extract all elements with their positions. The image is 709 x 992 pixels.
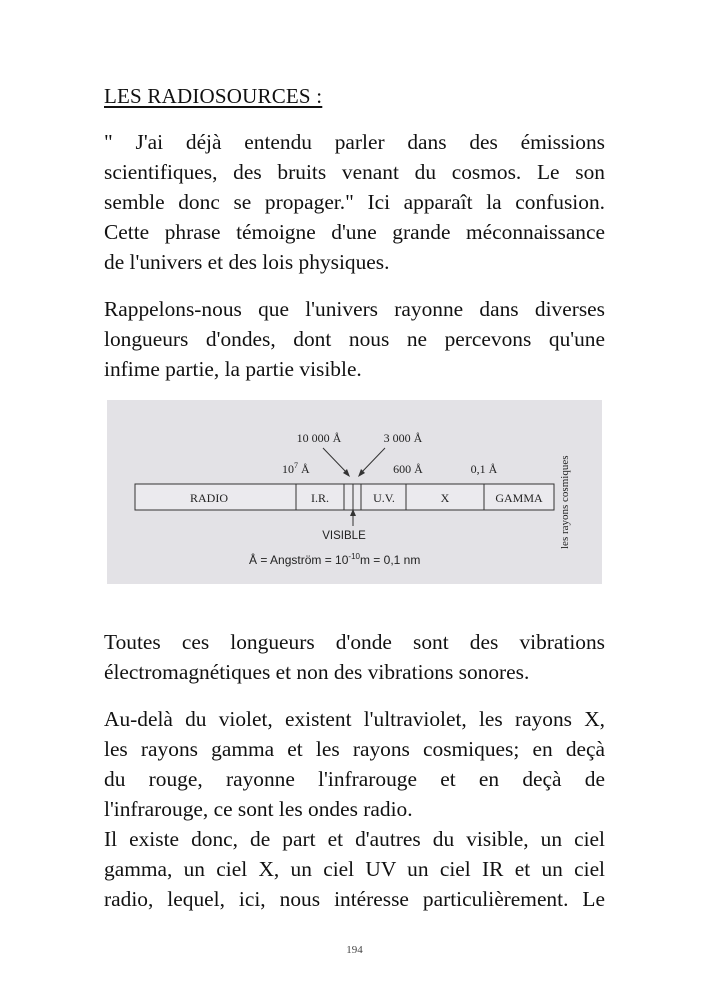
page-number: 194 xyxy=(346,944,363,956)
text-line: Toutes ces longueurs d'onde sont des vibrations xyxy=(104,630,605,654)
text-line: Au-delà du violet, existent l'ultraviolet, les rayons X, xyxy=(104,707,605,731)
paragraph-vibrations xyxy=(104,627,605,687)
spectrum-figure xyxy=(107,400,602,584)
label-ir-limit: $10^7$ Å xyxy=(282,461,310,476)
band-gamma: GAMMA xyxy=(495,491,543,505)
spectrum-diagram xyxy=(107,400,602,584)
text-line: longueurs d'ondes, dont nous ne percevons qu'une xyxy=(104,327,605,351)
text-line: radio, lequel, ici, nous intéresse particulièrement. Le xyxy=(104,887,605,911)
label-visible: VISIBLE xyxy=(322,530,366,542)
text-line: électromagnétiques et non des vibrations sonores. xyxy=(104,660,530,684)
band-x: X xyxy=(440,491,450,505)
section-heading: LES RADIOSOURCES : xyxy=(104,84,323,108)
band-radio: RADIO xyxy=(190,491,228,505)
text-line: l'infrarouge, ce sont les ondes radio. xyxy=(104,797,413,821)
text-line: les rayons gamma et les rayons cosmiques; en deçà xyxy=(104,737,605,761)
text-line: de l'univers et des lois physiques. xyxy=(104,250,390,274)
band-uv: U.V. xyxy=(373,491,395,505)
unit-note: Å = Angström = $10^{-10}m = 0,1$ nm xyxy=(249,552,421,567)
label-600-angstrom: 600 Å xyxy=(393,462,423,476)
label-01-angstrom: 0,1 Å xyxy=(470,462,498,476)
text-line: Cette phrase témoigne d'une grande méconnaissance xyxy=(104,220,605,244)
text-line: Rappelons-nous que l'univers rayonne dans diverses xyxy=(104,297,605,321)
paragraph-quote xyxy=(104,127,605,277)
text-line: semble donc se propager." Ici apparaît la confusion. xyxy=(104,190,605,214)
label-3000-angstrom: 3 000 Å xyxy=(383,431,423,445)
paragraph-wavelengths xyxy=(104,294,605,384)
arrow-line xyxy=(323,448,347,473)
text-line: du rouge, rayonne l'infrarouge et en deçà de xyxy=(104,767,605,791)
band-ir: I.R. xyxy=(311,491,329,505)
label-10000-angstrom: 10 000 Å xyxy=(296,431,342,445)
text-line: Il existe donc, de part et d'autres du visible, un ciel xyxy=(104,827,605,851)
text-line: " J'ai déjà entendu parler dans des émissions xyxy=(104,130,605,154)
paragraph-sky xyxy=(104,704,605,914)
text-line: infime partie, la partie visible. xyxy=(104,357,362,381)
text-line: scientifiques, des bruits venant du cosmos. Le son xyxy=(104,160,605,184)
text-line: gamma, un ciel X, un ciel UV un ciel IR et un ciel xyxy=(104,857,605,881)
label-cosmic-rays: les rayons cosmiques xyxy=(559,455,571,549)
arrow-line xyxy=(361,448,385,473)
